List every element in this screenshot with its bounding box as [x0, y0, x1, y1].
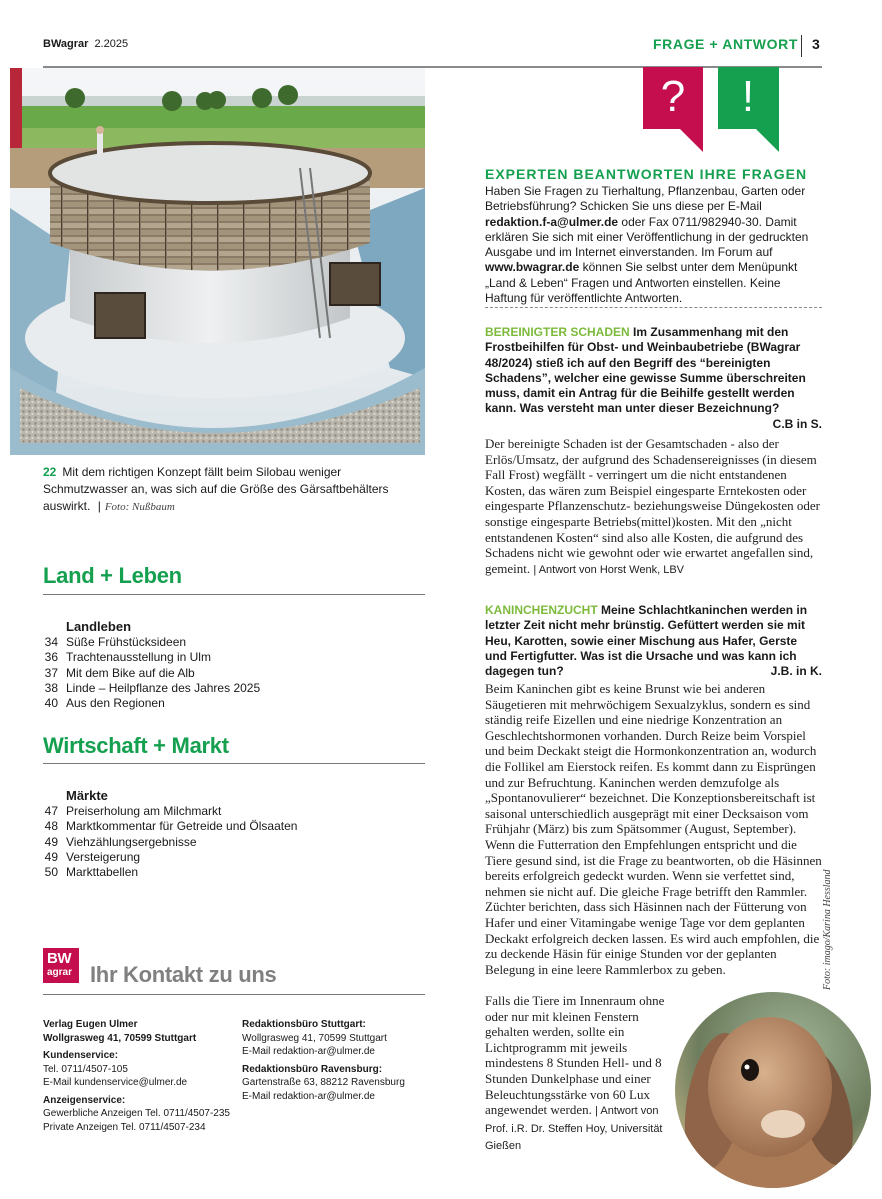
ad-private-tel[interactable]: Private Anzeigen Tel. 0711/4507-234 [43, 1121, 206, 1133]
question-1-signature: C.B in S. [772, 416, 822, 431]
caption-number: 22 [43, 465, 57, 479]
question-1-topic: BEREINIGTER SCHADEN [485, 325, 630, 339]
header-separator [801, 35, 802, 57]
customer-service-email[interactable]: E-Mail kundenservice@ulmer.de [43, 1077, 188, 1088]
answer-1-byline: | Antwort von Horst Wenk, LBV [533, 563, 684, 576]
contact-right-column [242, 1018, 432, 1103]
office-stuttgart-email[interactable]: E-Mail redaktion-ar@ulmer.de [242, 1046, 375, 1057]
toc-page: 47 [44, 804, 58, 818]
caption-separator: | [97, 499, 101, 513]
toc-title: Trachtenausstellung in Ulm [66, 650, 211, 665]
logo-agrar: agrar [47, 967, 73, 978]
toc-page: 40 [44, 696, 58, 711]
silo-construction-photo [10, 68, 425, 455]
office-ravensburg-email[interactable]: E-Mail redaktion-ar@ulmer.de [242, 1090, 375, 1102]
photo-caption [43, 464, 425, 516]
question-2-signature: J.B. in K. [770, 664, 822, 679]
bwagrar-logo [43, 948, 79, 983]
toc-page: 37 [44, 665, 58, 680]
publisher-address: Wollgrasweg 41, 70599 Stuttgart [43, 1032, 197, 1044]
intro-text-1: Haben Sie Fragen zu Tierhaltung, Pflanzenbau, Garten oder Betriebsführung? Schicken Sie uns diese per E-Mail [485, 184, 806, 214]
toc-title: Preiserholung am Milchmarkt [66, 804, 222, 818]
toc-title: Mit dem Bike auf die Alb [66, 665, 195, 680]
toc-page: 48 [44, 819, 58, 834]
publication-name: BWagrar [43, 38, 89, 50]
question-2 [485, 603, 822, 680]
intro-text-3: können Sie selbst unter dem Menüpunkt „Land & Leben“ Fragen und Antworten einstellen. Keine Haftung für veröffentlichte Antworten. [485, 260, 798, 306]
question-mark-icon: ? [660, 72, 686, 121]
toc-category-landleben: Landleben [66, 619, 132, 634]
office-stuttgart-address: Wollgrasweg 41, 70599 Stuttgart [242, 1032, 387, 1044]
toc-page: 49 [44, 849, 58, 864]
dotted-divider [485, 307, 822, 308]
toc-item[interactable] [36, 865, 297, 880]
caption-credit: Foto: Nußbaum [104, 501, 175, 513]
contact-title: Ihr Kontakt zu uns [90, 962, 277, 987]
rabbit-photo [675, 992, 871, 1188]
toc-title: Süße Frühstücksideen [66, 635, 187, 649]
forum-website-link[interactable]: www.bwagrar.de [485, 260, 580, 275]
toc-page: 38 [44, 680, 58, 695]
office-ravensburg-address: Gartenstraße 63, 88212 Ravensburg [242, 1077, 405, 1088]
experts-intro [485, 184, 825, 306]
toc-title: Aus den Regionen [66, 696, 165, 711]
answer-2-byline: | Antwort von Prof. i.R. Dr. Steffen Hoy, Universität Gießen [485, 1105, 663, 1153]
issue-number: 2.2025 [94, 38, 129, 50]
intro-text-2: oder Fax 0711/982940-30. Damit erklären Sie sich mit einer Veröffentlichung in der gedruckten Ausgabe und im Internet einverstanden. Im Forum auf [485, 214, 809, 260]
answer-2-text-narrow: Falls die Tiere im Innenraum ohne oder nur mit kleinen Fenstern gehalten werden, sollte ein Lichtprogramm mit jeweils mindestens 8 Stunden Hell- und 8 Stunden Dunkelphase und einer Beleuchtungsstärke von 60 Lux angewendet werden. [485, 993, 665, 1118]
section-title-wirtschaft-markt: Wirtschaft + Markt [43, 733, 229, 758]
question-1 [485, 325, 822, 432]
section-rule [43, 763, 425, 764]
toc-item[interactable] [36, 850, 297, 865]
contact-left-column [43, 1018, 233, 1134]
toc-item[interactable] [36, 635, 260, 650]
customer-service-tel[interactable]: Tel. 0711/4507-105 [43, 1063, 128, 1075]
rabbit-photo-credit [822, 860, 836, 990]
exclamation-mark-icon: ! [741, 72, 755, 121]
experts-heading: EXPERTEN BEANTWORTEN IHRE FRAGEN [485, 166, 808, 182]
answer-2-continued [485, 993, 670, 1155]
toc-item[interactable] [36, 650, 260, 665]
toc-page: 34 [44, 635, 58, 649]
logo-bw: BW [47, 950, 71, 967]
answer-1-text: Der bereinigte Schaden ist der Gesamtschaden - also der Erlös/Umsatz, der aufgrund des Schadensereignisses (in diesem Fall Frost) wegfällt - verringert um die nicht entstandenen Kosten, das wären zum Beispiel eingesparte Erntekosten oder eingesparte Pflanzenschutz- beziehungsweise Düngekosten oder sonstige eingesparte Betriebs(mittel)kosten. Mit den „nicht entstandenen Kosten“ sind also alle Kosten, die aufgrund des Schadens nicht wie gewohnt oder wie erwartet angefallen sind, gemeint. [485, 436, 820, 576]
toc-item[interactable] [36, 835, 297, 850]
toc-page: 36 [44, 650, 58, 665]
toc-list-land-leben [36, 635, 260, 711]
office-ravensburg-label: Redaktionsbüro Ravensburg: [242, 1063, 383, 1075]
question-2-text: Meine Schlachtkaninchen werden in letzter Zeit nicht mehr brünstig. Gefüttert werden sie mit Heu, Karotten, sowie einer Mischung aus Hafer, Gerste und Fertigfutter. Was ist die Ursache und was kann ich dagegen tun? [485, 603, 808, 679]
toc-list-wirtschaft-markt [36, 804, 297, 880]
answer-1 [485, 436, 825, 578]
office-stuttgart-label: Redaktionsbüro Stuttgart: [242, 1019, 366, 1030]
toc-title: Versteigerung [66, 849, 141, 864]
ad-commercial-tel[interactable]: Gewerbliche Anzeigen Tel. 0711/4507-235 [43, 1108, 230, 1119]
toc-item[interactable] [36, 819, 297, 834]
rabbit-credit-text: Foto: imago/Karina Hessland [822, 869, 833, 990]
toc-item[interactable] [36, 696, 260, 711]
toc-category-maerkte: Märkte [66, 788, 108, 803]
toc-page: 49 [44, 834, 58, 849]
section-label: FRAGE + ANTWORT [653, 36, 798, 52]
section-rule [43, 594, 425, 595]
toc-page: 50 [44, 865, 58, 880]
caption-text: Mit dem richtigen Konzept fällt beim Silobau weniger Schmutzwasser an, was sich auf die Größe des Gärsaftbehälters auswirkt. [43, 465, 389, 513]
toc-item[interactable] [36, 681, 260, 696]
question-1-text: Im Zusammenhang mit den Frostbeihilfen für Obst- und Weinbaubetriebe (BWagrar 48/2024) stieß ich auf den Begriff des “bereinigten Schadens”, welcher eine gewisse Summe überschreiten muss, damit ein Antrag für die Beihilfe gestellt werden kann. Was versteht man unter dieser Bezeichnung? [485, 325, 806, 416]
running-header-left [43, 38, 128, 50]
customer-service-label: Kundenservice: [43, 1050, 119, 1061]
toc-item[interactable] [36, 804, 297, 819]
ad-service-label: Anzeigenservice: [43, 1094, 126, 1106]
answer-2 [485, 681, 825, 977]
toc-title: Marktkommentar für Getreide und Ölsaaten [66, 819, 298, 834]
publisher-name: Verlag Eugen Ulmer [43, 1019, 138, 1030]
section-title-land-leben: Land + Leben [43, 563, 182, 588]
toc-title: Viehzählungsergebnisse [66, 834, 197, 849]
question-2-topic: KANINCHENZUCHT [485, 603, 598, 617]
toc-title: Linde – Heilpflanze des Jahres 2025 [66, 680, 261, 695]
toc-title: Markttabellen [66, 865, 139, 880]
contact-email-link[interactable]: redaktion.f-a@ulmer.de [485, 214, 619, 229]
qa-speech-bubbles [643, 67, 783, 157]
contact-rule [43, 994, 425, 995]
toc-item[interactable] [36, 666, 260, 681]
page-number: 3 [812, 36, 820, 52]
answer-2-text: Beim Kaninchen gibt es keine Brunst wie bei anderen Säugetieren mit mehrwöchigem Sexualzyklus, sondern es sind ständig reife Eizellen und eine niedrige Konzentration an Geschlechtshormonen vorhanden. Durch Reize beim Vorspiel und beim Deckakt steigt die Hormonkonzentration an, wodurch die Follikel am Eierstock reifen. Es kommt dann zu Eisprüngen und zur Befruchtung. Kaninchen werden demzufolge als „Spontanovulierer“ bezeichnet. Die Konzeptionsbereitschaft ist saisonal unterschiedlich ausgeprägt mit einer Decksaison vom Frühjahr (März) bis zum Spätsommer (August, September). Wenn die Futterration den Empfehlungen entspricht und die Tiere gesund sind, ist die Frage zu beantworten, ob die Häsinnen bereits erfolgreich gedeckt wurden. Wenn sie verfettet sind, nehmen sie nicht auf. Die gleiche Frage betrifft den Rammler. Züchter berichten, dass sich Häsinnen nach der Fütterung von Hafer und einer Vitamingabe wenige Tage vor dem geplanten Deckakt erfolgreich decken lassen. Es wird auch empfohlen, die zu deckende Häsin für einige Stunden vor der geplanten Belegung in eine leere Rammlerbox zu geben. [485, 681, 822, 977]
